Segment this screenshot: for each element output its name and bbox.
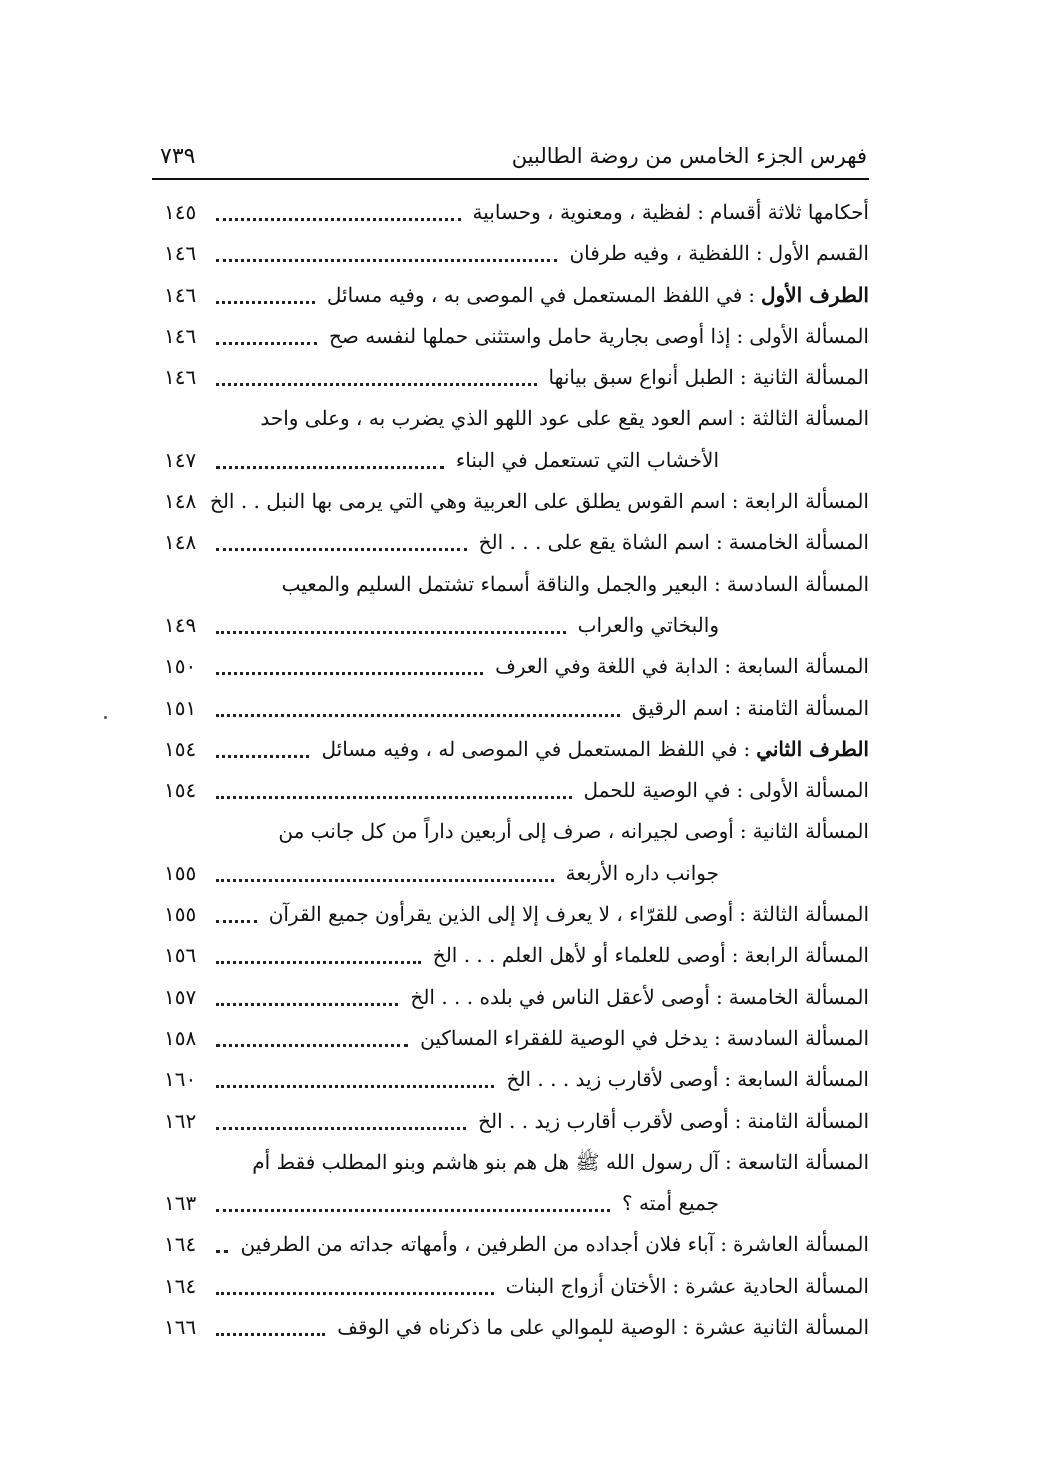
- entry-separator: :: [713, 571, 721, 596]
- entry-description: الدابة في اللغة وفي العرف: [495, 654, 719, 679]
- entry-lead: المسألة السادسة: [726, 571, 869, 596]
- index-entries: [152, 196, 869, 1352]
- entry-text: [410, 985, 869, 1009]
- dot-leader: [216, 714, 620, 717]
- entry-text: [456, 448, 719, 472]
- entry-separator: :: [720, 1232, 727, 1257]
- entry-line: [152, 1228, 869, 1269]
- entry-text: [584, 778, 869, 802]
- index-entry: [152, 733, 869, 774]
- index-entry: [152, 898, 869, 939]
- entry-text: [622, 1191, 719, 1215]
- entry-separator: :: [724, 1067, 732, 1092]
- entry-text: [506, 1067, 869, 1091]
- entry-description: في اللفظ المستعمل في الموصى له ، وفيه مسائل: [321, 736, 738, 761]
- entry-text: [495, 654, 869, 678]
- index-entry: [152, 526, 869, 567]
- entry-separator: :: [739, 819, 747, 844]
- entry-description: آباء فلان أجداده من الطرفين ، وأمهاته جداته من الطرفين: [240, 1232, 715, 1257]
- dot-leader: [216, 218, 461, 221]
- entry-line: [152, 402, 869, 443]
- entry-text: [252, 1150, 869, 1179]
- entry-continuation-line: [152, 444, 869, 485]
- entry-lead: المسألة الرابعة: [744, 489, 869, 514]
- entry-line: [152, 568, 869, 609]
- entry-description: جوانب داره الأربعة: [565, 860, 719, 885]
- dot-leader: [216, 879, 554, 882]
- index-entry: [152, 279, 869, 320]
- entry-line: [152, 981, 869, 1022]
- entry-text: [269, 902, 869, 926]
- index-entry: [152, 320, 869, 361]
- entry-text: [337, 1315, 869, 1339]
- entry-text: [327, 283, 869, 307]
- dot-leader: [216, 796, 572, 799]
- entry-line: [152, 733, 869, 774]
- entry-description: إذا أوصى بجارية حامل واستثنى حملها لنفسه صح: [328, 323, 731, 348]
- index-entry: [152, 1022, 869, 1063]
- entry-separator: :: [697, 200, 704, 224]
- entry-page-number: ١٤٩: [164, 612, 197, 637]
- entry-description: جميع أمته ؟: [622, 1191, 719, 1216]
- entry-description: أوصى لأقارب زيد . . . الخ: [506, 1067, 719, 1092]
- entry-page-number: ١٥٨: [164, 1025, 197, 1050]
- entry-page-number: ١٤٦: [164, 323, 197, 348]
- entry-description: اللفظية ، وفيه طرفان: [569, 241, 750, 266]
- scan-speck: [599, 1339, 602, 1342]
- entry-line: [152, 1022, 869, 1063]
- entry-separator: :: [748, 282, 756, 307]
- dot-leader: [216, 1044, 408, 1047]
- index-entry: [152, 1105, 869, 1146]
- entry-lead: المسألة الأولى: [749, 778, 869, 803]
- index-entry: [152, 1063, 869, 1104]
- entry-page-number: ١٥٤: [164, 778, 197, 803]
- dot-leader: [216, 1127, 466, 1130]
- entry-lead: المسألة الثالثة: [752, 406, 869, 431]
- entry-lead: المسألة العاشرة: [733, 1232, 869, 1257]
- entry-page-number: ١٤٦: [164, 282, 197, 307]
- entry-description: أوصى لأعقل الناس في بلده . . . الخ: [410, 984, 710, 1009]
- index-entry: [152, 568, 869, 651]
- entry-text: [278, 819, 869, 843]
- entry-page-number: ١٦٤: [164, 1273, 197, 1298]
- dot-leader: [216, 301, 315, 304]
- entry-description: في الوصية للحمل: [583, 778, 731, 803]
- dot-leader: [216, 383, 537, 386]
- entry-description: الوصية للموالي على ما ذكرناه في الوقف: [337, 1315, 677, 1340]
- entry-separator: :: [724, 654, 732, 679]
- entry-page-number: ١٥٠: [164, 654, 197, 679]
- entry-lead: المسألة الثانية: [752, 365, 869, 390]
- entry-separator: :: [743, 736, 751, 761]
- entry-description: اسم العود يقع على عود اللهو الذي يضرب به ، وعلى واحد: [260, 406, 734, 431]
- entry-continuation-line: [152, 609, 869, 650]
- entry-text: [578, 613, 719, 637]
- dot-leader: [216, 755, 309, 758]
- entry-page-number: ١٥٧: [164, 984, 197, 1009]
- dot-leader: [216, 672, 483, 675]
- entry-page-number: ١٦٢: [164, 1108, 197, 1133]
- dot-leader: [216, 342, 317, 345]
- entry-text: [569, 241, 869, 265]
- entry-page-number: ١٦٠: [164, 1067, 197, 1092]
- index-entry: [152, 815, 869, 898]
- index-entry: [152, 981, 869, 1022]
- header-page-number: ٧٣٩: [160, 144, 196, 169]
- index-entry: [152, 1228, 869, 1269]
- entry-description: آل رسول الله ﷺ هل هم بنو هاشم وبنو المطلب فقط أم: [252, 1149, 720, 1174]
- entry-line: [152, 1311, 869, 1352]
- header-title: فهرس الجزء الخامس من روضة الطالبين: [511, 144, 867, 168]
- entry-line: [152, 774, 869, 815]
- entry-page-number: ١٤٨: [164, 530, 197, 555]
- entry-text: [506, 1274, 869, 1298]
- header-divider: [152, 178, 869, 180]
- index-entry: [152, 774, 869, 815]
- index-entry: [152, 650, 869, 691]
- entry-separator: :: [736, 323, 744, 348]
- entry-text: [473, 200, 869, 224]
- entry-lead: المسألة الخامسة: [728, 984, 869, 1009]
- entry-lead: المسألة الخامسة: [728, 530, 869, 555]
- entry-lead: المسألة الثانية عشرة: [694, 1315, 869, 1340]
- entry-page-number: ١٦٤: [164, 1232, 197, 1257]
- dot-leader: [216, 920, 257, 923]
- entry-description: أوصى لأقرب أقارب زيد . . الخ: [478, 1108, 729, 1133]
- entry-page-number: ١٥٦: [164, 943, 197, 968]
- index-entry: [152, 1270, 869, 1311]
- dot-leader: [216, 548, 467, 551]
- dot-leader: [216, 466, 444, 469]
- entry-description: البعير والجمل والناقة أسماء تشتمل السليم والمعيب: [281, 571, 708, 596]
- entry-line: [152, 939, 869, 980]
- entry-separator: :: [731, 943, 739, 968]
- entry-lead: المسألة الحادية عشرة: [685, 1273, 869, 1298]
- entry-separator: :: [755, 241, 763, 266]
- dot-leader: [216, 631, 566, 634]
- entry-line: [152, 1063, 869, 1104]
- entry-lead: المسألة الثانية: [752, 819, 869, 844]
- entry-continuation-line: [152, 1187, 869, 1228]
- entry-text: [549, 365, 870, 389]
- index-entry: [152, 485, 869, 526]
- entry-page-number: ١٦٣: [164, 1191, 197, 1216]
- entry-description: الطبل أنواع سبق بيانها: [548, 365, 734, 390]
- entry-text: [433, 943, 869, 967]
- entry-lead: أحكامها ثلاثة أقسام: [709, 200, 869, 224]
- entry-page-number: ١٤٨: [164, 489, 197, 514]
- entry-description: أوصى لجيرانه ، صرف إلى أربعين داراً من كل جانب من: [278, 819, 734, 844]
- entry-text: [240, 1232, 869, 1256]
- entry-line: [152, 1270, 869, 1311]
- entry-description: والبخاتي والعراب: [577, 612, 719, 637]
- entry-page-number: ١٦٦: [164, 1315, 197, 1340]
- entry-separator: :: [739, 365, 747, 390]
- entry-line: [152, 320, 869, 361]
- index-entry: [152, 1146, 869, 1229]
- entry-line: [152, 361, 869, 402]
- entry-line: [152, 485, 869, 526]
- entry-description: اسم الشاة يقع على . . . الخ: [478, 530, 710, 555]
- entry-description: في اللفظ المستعمل في الموصى به ، وفيه مسائل: [326, 282, 743, 307]
- entry-line: [152, 279, 869, 320]
- entry-page-number: ١٤٧: [164, 447, 197, 472]
- entry-lead: المسألة السادسة: [726, 1025, 869, 1050]
- entry-separator: :: [682, 1315, 689, 1340]
- entry-separator: :: [672, 1273, 680, 1298]
- entry-description: لفظية ، ومعنوية ، وحسابية: [472, 200, 692, 224]
- entry-page-number: ١٤٥: [164, 200, 197, 224]
- entry-description: أوصى للقرّاء ، لا يعرف إلا إلى الذين يقرأون جميع القرآن: [268, 902, 734, 927]
- entry-separator: :: [713, 1025, 721, 1050]
- page-header: [152, 138, 867, 178]
- entry-line: [152, 1146, 869, 1187]
- entry-continuation-line: [152, 857, 869, 898]
- entry-text: [210, 489, 869, 513]
- entry-text: [420, 1026, 869, 1050]
- entry-description: الأخشاب التي تستعمل في البناء: [455, 447, 719, 472]
- entry-text: [479, 530, 869, 554]
- entry-lead: المسألة التاسعة: [737, 1149, 869, 1174]
- entry-description: يدخل في الوصية للفقراء المساكين: [420, 1025, 708, 1050]
- entry-description: اسم القوس يطلق على العربية وهي التي يرمى بها النبل . . الخ: [209, 489, 726, 514]
- entry-lead: المسألة السابعة: [737, 654, 869, 679]
- dot-leader: [216, 1333, 325, 1336]
- index-entry: [152, 402, 869, 485]
- entry-lead: القسم الأول: [768, 241, 869, 266]
- dot-leader: [216, 1250, 228, 1253]
- entry-line: [152, 526, 869, 567]
- entry-text: [321, 737, 869, 761]
- entry-separator: :: [739, 902, 747, 927]
- entry-page-number: ١٥١: [164, 695, 197, 720]
- entry-description: الأختان أزواج البنات: [505, 1273, 667, 1298]
- entry-separator: :: [739, 406, 747, 431]
- entry-line: [152, 692, 869, 733]
- entry-lead: المسألة السابعة: [737, 1067, 869, 1092]
- index-entry: [152, 196, 869, 237]
- entry-line: [152, 650, 869, 691]
- entry-separator: :: [734, 1108, 742, 1133]
- entry-page-number: ١٥٥: [164, 902, 197, 927]
- dot-leader: [216, 1085, 494, 1088]
- entry-page-number: ١٥٥: [164, 860, 197, 885]
- entry-separator: :: [734, 695, 742, 720]
- entry-text: [282, 572, 869, 596]
- entry-text: [478, 1109, 869, 1133]
- entry-separator: :: [736, 778, 744, 803]
- entry-line: [152, 898, 869, 939]
- entry-line: [152, 196, 869, 237]
- entry-separator: :: [725, 1149, 732, 1174]
- dot-leader: [216, 259, 557, 262]
- index-entry: [152, 1311, 869, 1352]
- index-entry: [152, 939, 869, 980]
- entry-description: اسم الرقيق: [631, 695, 729, 720]
- index-entry: [152, 237, 869, 278]
- entry-description: أوصى للعلماء أو لأهل العلم . . . الخ: [432, 943, 726, 968]
- entry-line: [152, 1105, 869, 1146]
- index-entry: [152, 361, 869, 402]
- entry-line: [152, 237, 869, 278]
- entry-text: [329, 324, 869, 348]
- entry-text: [566, 861, 719, 885]
- dot-leader: [216, 1003, 398, 1006]
- entry-page-number: ١٥٤: [164, 736, 197, 761]
- entry-lead: المسألة الأولى: [749, 323, 869, 348]
- index-entry: [152, 692, 869, 733]
- entry-line: [152, 815, 869, 856]
- dot-leader: [216, 1292, 494, 1295]
- entry-separator: :: [731, 489, 739, 514]
- entry-lead: المسألة الثامنة: [747, 1108, 869, 1133]
- scan-speck: [104, 716, 107, 719]
- dot-leader: [216, 961, 421, 964]
- entry-separator: :: [715, 984, 723, 1009]
- entry-page-number: ١٤٦: [164, 365, 197, 390]
- entry-lead: المسألة الرابعة: [744, 943, 869, 968]
- entry-text: [632, 696, 869, 720]
- entry-lead: المسألة الثالثة: [752, 902, 869, 927]
- entry-separator: :: [715, 530, 723, 555]
- entry-lead: المسألة الثامنة: [747, 695, 869, 720]
- dot-leader: [216, 1209, 610, 1212]
- entry-lead: الطرف الثاني: [756, 736, 869, 761]
- entry-text: [260, 406, 869, 430]
- entry-lead: الطرف الأول: [761, 282, 869, 307]
- entry-page-number: ١٤٦: [164, 241, 197, 266]
